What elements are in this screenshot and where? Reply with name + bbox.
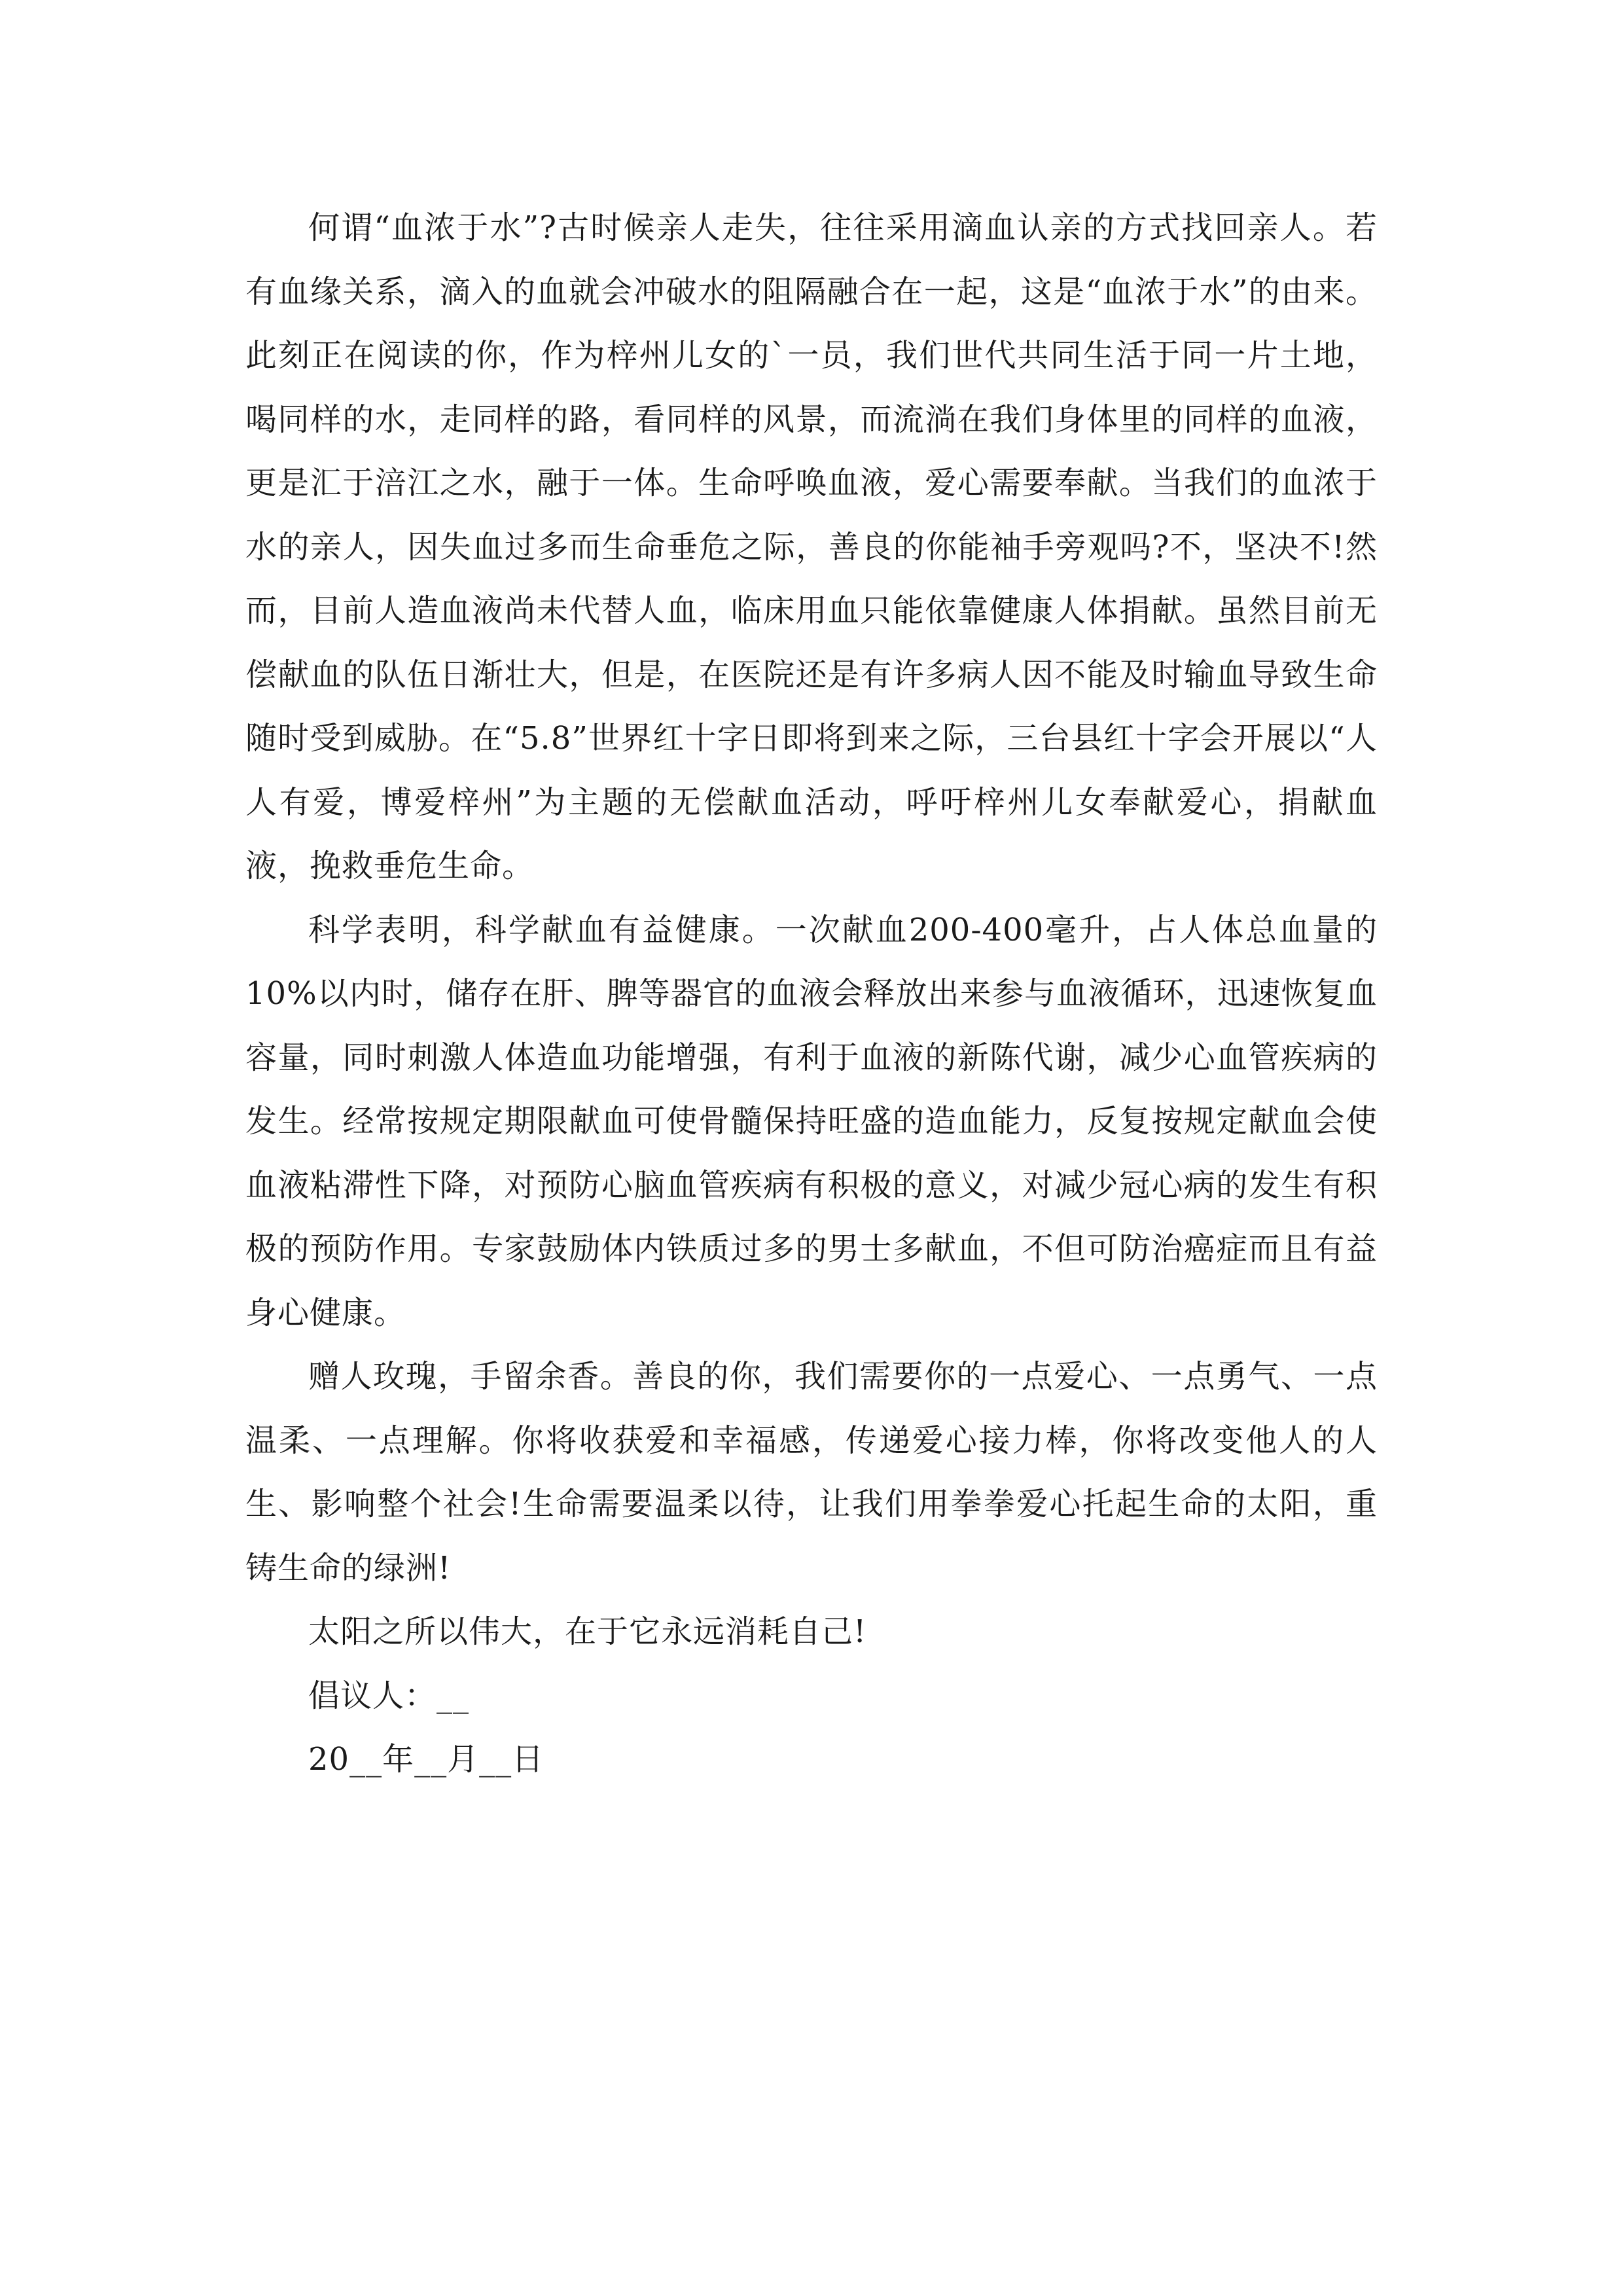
closing-line: 太阳之所以伟大，在于它永远消耗自己! (308, 1613, 867, 1650)
document-page (245, 196, 1378, 1792)
date-line: 20__年__月__日 (308, 1741, 544, 1778)
paragraph-call-to-action: 赠人玫瑰，手留余香。善良的你，我们需要你的一点爱心、一点勇气、一点温柔、一点理解。你将收获爱和幸福感，传递爱心接力棒，你将改变他人的人生、影响整个社会!生命需要温柔以待，让我们用拳拳爱心托起生命的太阳，重铸生命的绿洲! (245, 1358, 1378, 1587)
paragraph-blood-thicker-than-water: 何谓“血浓于水”?古时候亲人走失，往往采用滴血认亲的方式找回亲人。若有血缘关系，滴入的血就会冲破水的阻隔融合在一起，这是“血浓于水”的由来。此刻正在阅读的你，作为梓州儿女的`一员，我们世代共同生活于同一片土地，喝同样的水，走同样的路，看同样的风景，而流淌在我们身体里的同样的血液，更是汇于涪江之水，融于一体。生命呼唤血液，爱心需要奉献。当我们的血浓于水的亲人，因失血过多而生命垂危之际，善良的你能袖手旁观吗?不，坚决不!然而，目前人造血液尚未代替人血，临床用血只能依靠健康人体捐献。虽然目前无偿献血的队伍日渐壮大，但是，在医院还是有许多病人因不能及时输血导致生命随时受到威胁。在“5.8”世界红十字日即将到来之际，三台县红十字会开展以“人人有爱，博爱梓州”为主题的无偿献血活动，呼吁梓州儿女奉献爱心，捐献血液，挽救垂危生命。 (245, 209, 1378, 884)
paragraph-science-of-donation: 科学表明，科学献血有益健康。一次献血200-400毫升，占人体总血量的10%以内时，储存在肝、脾等器官的血液会释放出来参与血液循环，迅速恢复血容量，同时刺激人体造血功能增强，有利于血液的新陈代谢，减少心血管疾病的发生。经常按规定期限献血可使骨髓保持旺盛的造血能力，反复按规定献血会使血液粘滞性下降，对预防心脑血管疾病有积极的意义，对减少冠心病的发生有积极的预防作用。专家鼓励体内铁质过多的男士多献血，不但可防治癌症而且有益身心健康。 (245, 911, 1378, 1331)
signature-line: 倡议人：__ (308, 1677, 470, 1714)
